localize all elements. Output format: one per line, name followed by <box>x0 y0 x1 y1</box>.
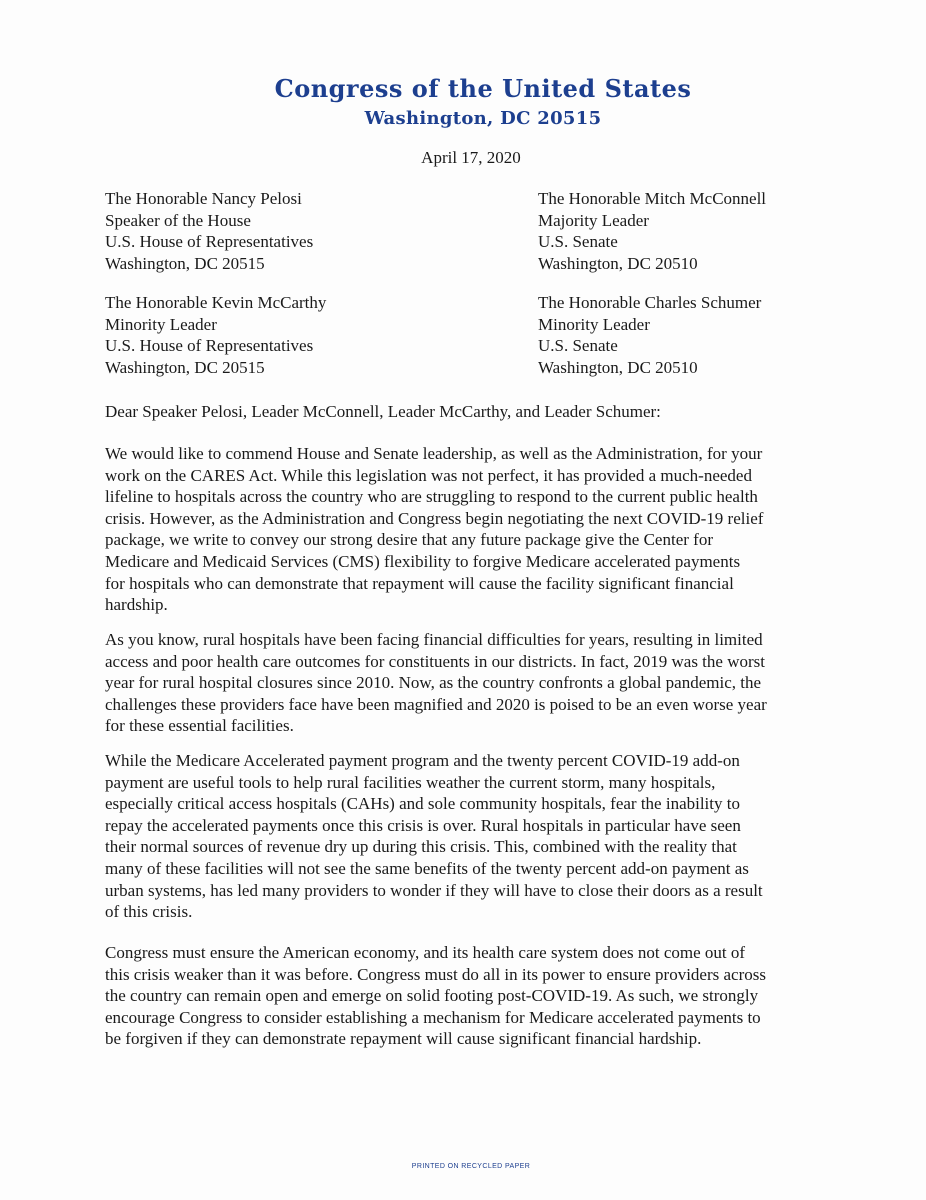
addressee-line: Washington, DC 20515 <box>105 253 265 273</box>
paragraph-line: the country can remain open and emerge on solid footing post-COVID-19. As such, we strongly <box>105 986 759 1006</box>
letter-date: April 17, 2020 <box>421 148 521 167</box>
body-paragraph-1 <box>105 443 845 616</box>
paragraph-line: While the Medicare Accelerated payment program and the twenty percent COVID-19 add-on <box>105 751 740 770</box>
paragraph-line: hardship. <box>105 595 168 615</box>
salutation: Dear Speaker Pelosi, Leader McConnell, Leader McCarthy, and Leader Schumer: <box>105 402 661 421</box>
paragraph-line: work on the CARES Act. While this legislation was not perfect, it has provided a much-needed <box>105 465 752 485</box>
paragraph-line: of this crisis. <box>105 902 193 922</box>
paragraph-line: for hospitals who can demonstrate that repayment will cause the facility significant financial <box>105 573 734 593</box>
addressee-line: The Honorable Kevin McCarthy <box>105 293 327 312</box>
paragraph-line: be forgiven if they can demonstrate repayment will cause significant financial hardship. <box>105 1029 702 1049</box>
paragraph-line: crisis. However, as the Administration and Congress begin negotiating the next COVID-19 relief <box>105 508 764 528</box>
addressee-line: The Honorable Mitch McConnell <box>538 189 767 208</box>
addressee-pelosi <box>105 188 313 274</box>
paragraph-line: encourage Congress to consider establishing a mechanism for Medicare accelerated payments to <box>105 1007 761 1027</box>
addressee-mcconnell <box>538 188 766 274</box>
paragraph-line: urban systems, has led many providers to wonder if they will have to close their doors as a result <box>105 880 763 900</box>
addressee-line: U.S. Senate <box>538 336 618 355</box>
paragraph-line: repay the accelerated payments once this crisis is over. Rural hospitals in particular have seen <box>105 815 741 835</box>
addressee-mccarthy <box>105 292 326 378</box>
paragraph-line: payment are useful tools to help rural facilities weather the current storm, many hospitals, <box>105 772 716 792</box>
paragraph-line: We would like to commend House and Senate leadership, as well as the Administration, for your <box>105 444 763 463</box>
addressee-line: Washington, DC 20510 <box>538 253 698 273</box>
addressee-line: Majority Leader <box>538 210 649 230</box>
paragraph-line: this crisis weaker than it was before. Congress must do all in its power to ensure providers across <box>105 964 766 984</box>
body-paragraph-4 <box>105 942 845 1050</box>
letterhead-address: Washington, DC 20515 <box>364 108 602 129</box>
paragraph-line: access and poor health care outcomes for constituents in our districts. In fact, 2019 was the worst <box>105 651 765 671</box>
addressee-line: Washington, DC 20515 <box>105 357 265 377</box>
paragraph-line: year for rural hospital closures since 2010. Now, as the country confronts a global pandemic, the <box>105 673 762 693</box>
paragraph-line: Congress must ensure the American economy, and its health care system does not come out of <box>105 943 746 962</box>
paragraph-line: many of these facilities will not see the same benefits of the twenty percent add-on payment as <box>105 858 749 878</box>
paragraph-line: for these essential facilities. <box>105 716 294 736</box>
addressee-line: Minority Leader <box>538 314 650 334</box>
paragraph-line: especially critical access hospitals (CAHs) and sole community hospitals, fear the inability to <box>105 794 740 814</box>
paragraph-line: challenges these providers face have been magnified and 2020 is poised to be an even worse year <box>105 694 767 714</box>
paragraph-line: lifeline to hospitals across the country who are struggling to respond to the current public health <box>105 487 758 507</box>
addressee-line: U.S. House of Representatives <box>105 336 314 355</box>
addressee-line: The Honorable Charles Schumer <box>538 293 762 312</box>
body-paragraph-3 <box>105 750 845 923</box>
letterhead-title: Congress of the United States <box>274 74 692 103</box>
paragraph-line: Medicare and Medicaid Services (CMS) flexibility to forgive Medicare accelerated payments <box>105 551 741 571</box>
body-paragraph-2 <box>105 629 845 737</box>
addressee-line: The Honorable Nancy Pelosi <box>105 189 302 208</box>
paragraph-line: As you know, rural hospitals have been facing financial difficulties for years, resulting in limited <box>105 630 763 649</box>
addressee-schumer <box>538 292 761 378</box>
recycled-paper-notice: PRINTED ON RECYCLED PAPER <box>411 1163 531 1170</box>
addressee-line: Minority Leader <box>105 314 217 334</box>
paragraph-line: their normal sources of revenue dry up during this crisis. This, combined with the reality that <box>105 837 737 857</box>
paragraph-line: package, we write to convey our strong desire that any future package give the Center for <box>105 530 713 550</box>
addressee-line: U.S. Senate <box>538 232 618 251</box>
addressee-line: Washington, DC 20510 <box>538 357 698 377</box>
addressee-line: Speaker of the House <box>105 210 251 230</box>
addressee-line: U.S. House of Representatives <box>105 232 314 251</box>
